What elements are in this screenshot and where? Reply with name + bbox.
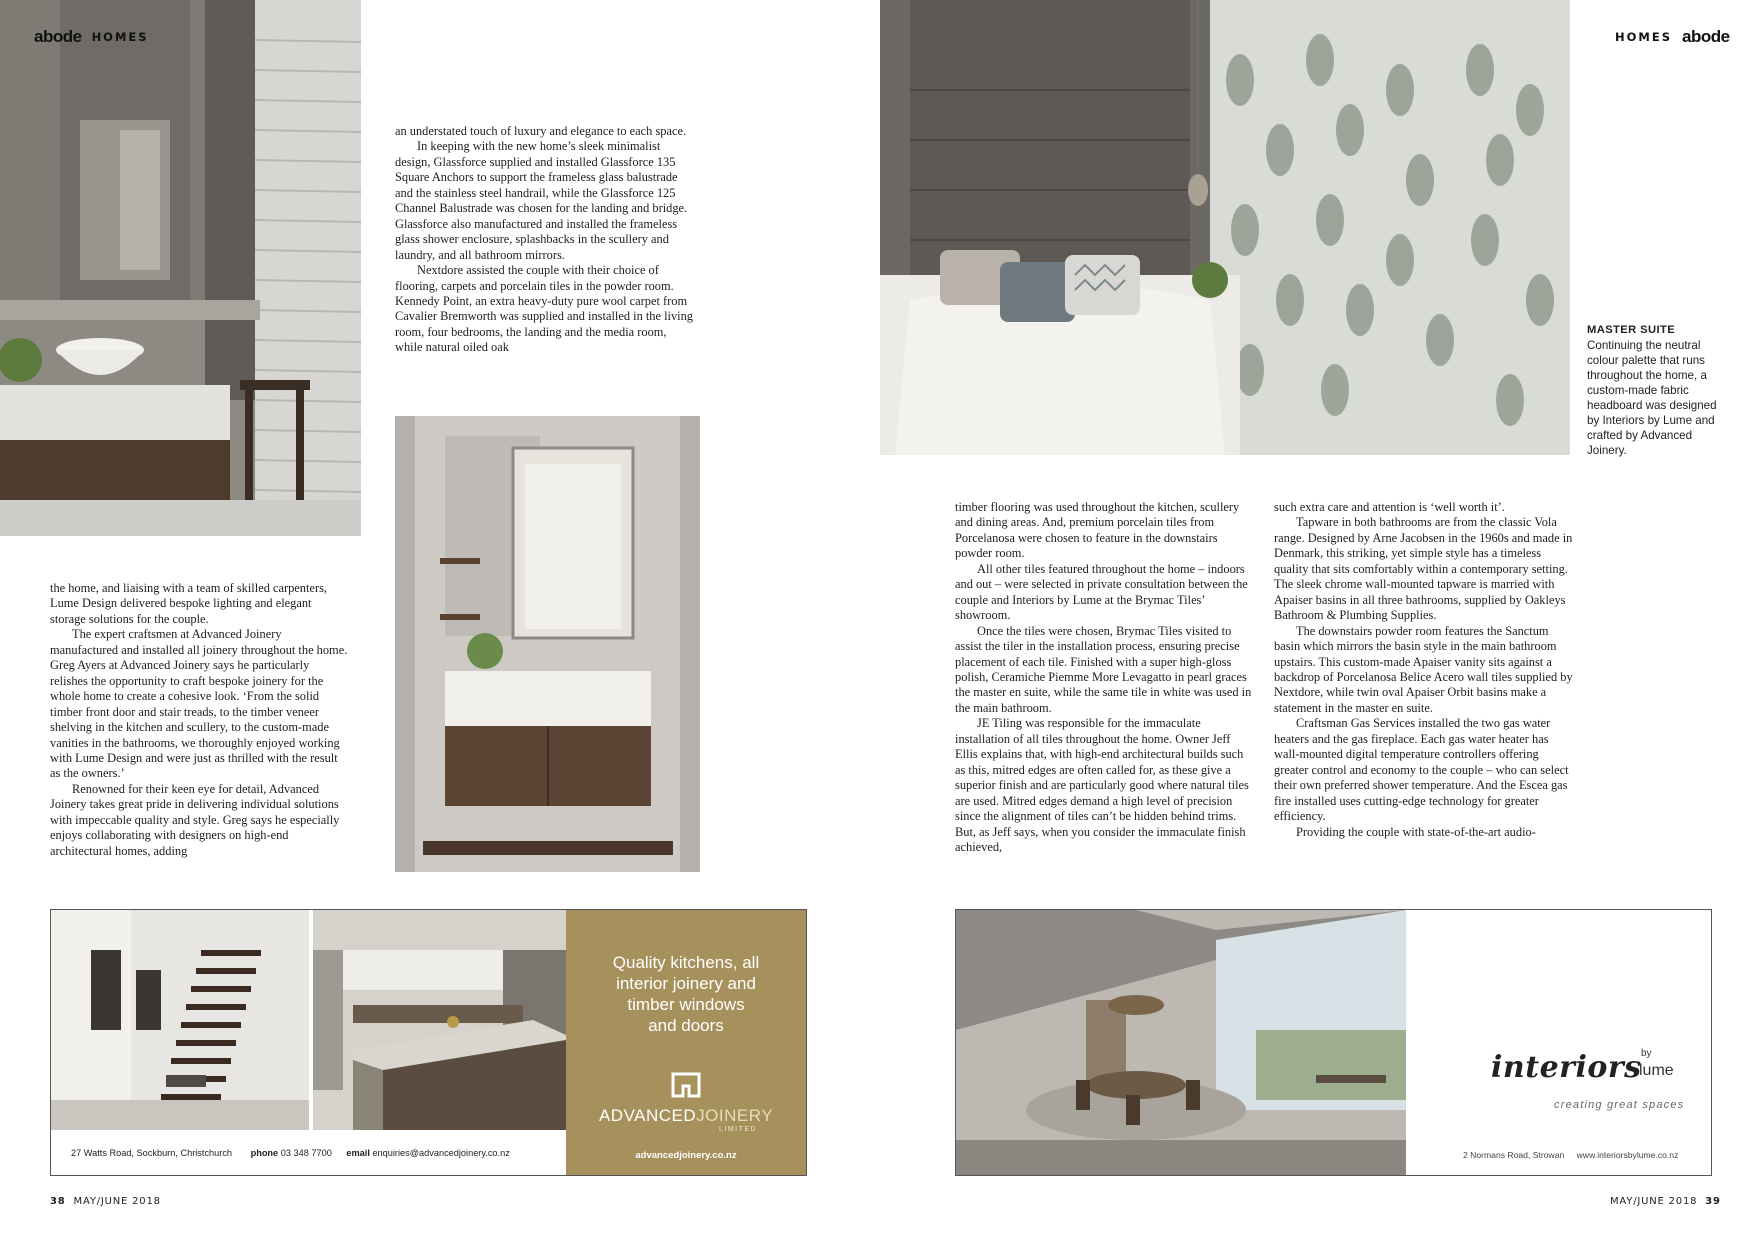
paragraph: the home, and liaising with a team of skilled carpenters, Lume Design delivered bespoke lighting and elegant storage solutions for the couple. xyxy=(50,581,327,626)
paragraph: timber flooring was used throughout the kitchen, scullery and dining areas. And, premium porcelain tiles from Porcelanosa were chosen to feature in the downstairs powder room. xyxy=(955,500,1240,561)
article-column-top xyxy=(395,124,695,356)
paragraph: Providing the couple with state-of-the-art audio- xyxy=(1296,824,1536,839)
article-column-left xyxy=(50,581,350,859)
ad-gold-panel xyxy=(566,910,806,1175)
article-column-b xyxy=(1274,500,1574,840)
lume-website[interactable]: www.interiorsbylume.co.nz xyxy=(1576,1150,1679,1160)
page-number: 38 xyxy=(50,1196,66,1207)
ad-phone[interactable]: 03 348 7700 xyxy=(280,1148,332,1158)
logo-main: ADVANCED xyxy=(598,1106,697,1125)
lume-contact xyxy=(1463,1150,1678,1160)
kitchen-photo xyxy=(313,910,566,1130)
issue-date: MAY/JUNE 2018 xyxy=(1610,1196,1698,1207)
hallway-stair-photo xyxy=(51,910,309,1130)
paragraph: JE Tiling was responsible for the immaculate installation of all tiles throughout the home. Owner Jeff Ellis explains that, with high-end architectural builds such as this, mitred edges are often called for, as these give a superior finish and are particularly good where natural tiles are used. Mitred edges demand a high level of precision since the alignment of tiles can’t be hidden behind trims. But, as Jeff says, when you consider the immaculate finish achieved, xyxy=(955,716,1249,854)
brand-logo: abode xyxy=(1681,27,1730,46)
paragraph: Once the tiles were chosen, Brymac Tiles visited to assist the tiler in the installation process, ensuring precise placement of each tile. Finished with a super high-gloss polish, Ceramiche Piemme More Levagatto in pearl graces the master en suite, while the same tile in white was used in the main bathroom. xyxy=(955,623,1252,715)
advanced-joinery-ad[interactable] xyxy=(50,909,807,1176)
caption-text: Continuing the neutral colour palette that runs throughout the home, a custom-made fabric headboard was designed by Interiors by Lume and crafted by Advanced Joinery. xyxy=(1587,339,1717,457)
folio-left xyxy=(50,1196,161,1207)
article-column-a xyxy=(955,500,1255,855)
joinery-logo-icon xyxy=(671,1072,701,1098)
section-label: HOMES xyxy=(91,30,149,44)
logo-word: interiors xyxy=(1491,1050,1642,1085)
phone-label: phone xyxy=(250,1148,279,1158)
paragraph: such extra care and attention is ‘well worth it’. xyxy=(1274,500,1505,514)
masthead-right xyxy=(1615,27,1730,47)
logo-name: lume xyxy=(1639,1062,1674,1079)
photo-caption xyxy=(1587,323,1727,458)
paragraph: All other tiles featured throughout the home – indoors and out – were selected in private consultation between the couple and Interiors by Lume at the Brymac Tiles’ showroom. xyxy=(955,561,1248,623)
paragraph: Craftsman Gas Services installed the two gas water heaters and the gas fireplace. Each gas water heater has wall-mounted digital temperature controllers offering greater control and economy to the couple – who can select their own preferred shower temperature. And the Escea gas fire installed uses cutting-edge technology for greater efficiency. xyxy=(1274,716,1569,824)
bathroom-photo xyxy=(0,0,361,536)
logo-by: by xyxy=(1641,1048,1652,1059)
caption-title: MASTER SUITE xyxy=(1587,324,1676,336)
logo-sub: LIMITED xyxy=(719,1126,758,1133)
ad-address: 27 Watts Road, Sockburn, Christchurch xyxy=(71,1148,233,1158)
ad-website[interactable]: advancedjoinery.co.nz xyxy=(635,1150,737,1161)
vanity-photo xyxy=(395,416,700,872)
brand-logo: abode xyxy=(34,27,82,46)
section-label: HOMES xyxy=(1615,30,1672,44)
paragraph: The downstairs powder room features the Sanctum basin which mirrors the basin style in the main bathroom upstairs. This custom-made Apaiser vanity sits against a backdrop of Porcelanosa Belice Acero wall tiles supplied by Nextdore, while twin oval Apaiser Orbit basins make a statement in the master en suite. xyxy=(1274,623,1573,715)
master-suite-photo xyxy=(880,0,1570,455)
folio-right xyxy=(1610,1196,1721,1207)
ad-contact-line xyxy=(71,1148,510,1158)
email-label: email xyxy=(346,1148,370,1158)
page-number: 39 xyxy=(1705,1196,1721,1207)
lume-logo xyxy=(1491,1048,1674,1085)
masthead-left xyxy=(34,27,149,47)
paragraph: an understated touch of luxury and elegance to each space. xyxy=(395,124,687,138)
ad-email[interactable]: enquiries@advancedjoinery.co.nz xyxy=(372,1148,510,1158)
lume-tagline: creating great spaces xyxy=(1554,1099,1685,1111)
paragraph: In keeping with the new home’s sleek minimalist design, Glassforce supplied and installed Glassforce 135 Square Anchors to support the frameless glass balustrade and the stainless steel handrail, while the Glassforce 125 Channel Balustrade was chosen for the landing and bridge. Glassforce also manufactured and installed the frameless glass shower enclosure, splashbacks in the scullery and laundry, and all bathroom mirrors. xyxy=(395,139,688,262)
ad-headline: Quality kitchens, all interior joinery and timber windows and doors xyxy=(612,953,760,1035)
paragraph: Nextdore assisted the couple with their choice of flooring, carpets and porcelain tiles in the powder room. Kennedy Point, an extra heavy-duty pure wool carpet from Cavalier Bremworth was supplied and installed in the living room, four bedrooms, the landing and the media room, while natural oiled oak xyxy=(395,263,694,355)
lume-address: 2 Normans Road, Strowan xyxy=(1463,1150,1565,1160)
paragraph: Renowned for their keen eye for detail, Advanced Joinery takes great pride in delivering individual solutions with impeccable quality and style. Greg says he especially enjoys collaborating with designers on high-end architectural homes, adding xyxy=(50,781,340,858)
joinery-logo xyxy=(581,1106,791,1126)
paragraph: The expert craftsmen at Advanced Joinery manufactured and installed all joinery throughout the home. Greg Ayers at Advanced Joinery says he particularly relishes the opportunity to craft bespoke joinery for the whole home to create a cohesive look. ‘From the solid timber front door and stair treads, to the timber veneer shelving in the kitchen and scullery, to the custom-made vanities in the bathrooms, we thoroughly enjoyed working with Lume Design and were just as thrilled with the result as the owners.’ xyxy=(50,627,348,781)
paragraph: Tapware in both bathrooms are from the classic Vola range. Designed by Arne Jacobsen in the 1960s and made in Denmark, this striking, yet simple style has a timeless quality that sits comfortably within a contemporary setting. The sleek chrome wall-mounted tapware is married with Apaiser basins in all three bathrooms, supplied by Oakleys Bathroom & Plumbing Supplies. xyxy=(1274,515,1573,623)
living-room-photo xyxy=(956,910,1406,1175)
issue-date: MAY/JUNE 2018 xyxy=(73,1196,161,1207)
interiors-by-lume-ad[interactable] xyxy=(955,909,1712,1176)
logo-accent: JOINERY xyxy=(696,1106,774,1125)
